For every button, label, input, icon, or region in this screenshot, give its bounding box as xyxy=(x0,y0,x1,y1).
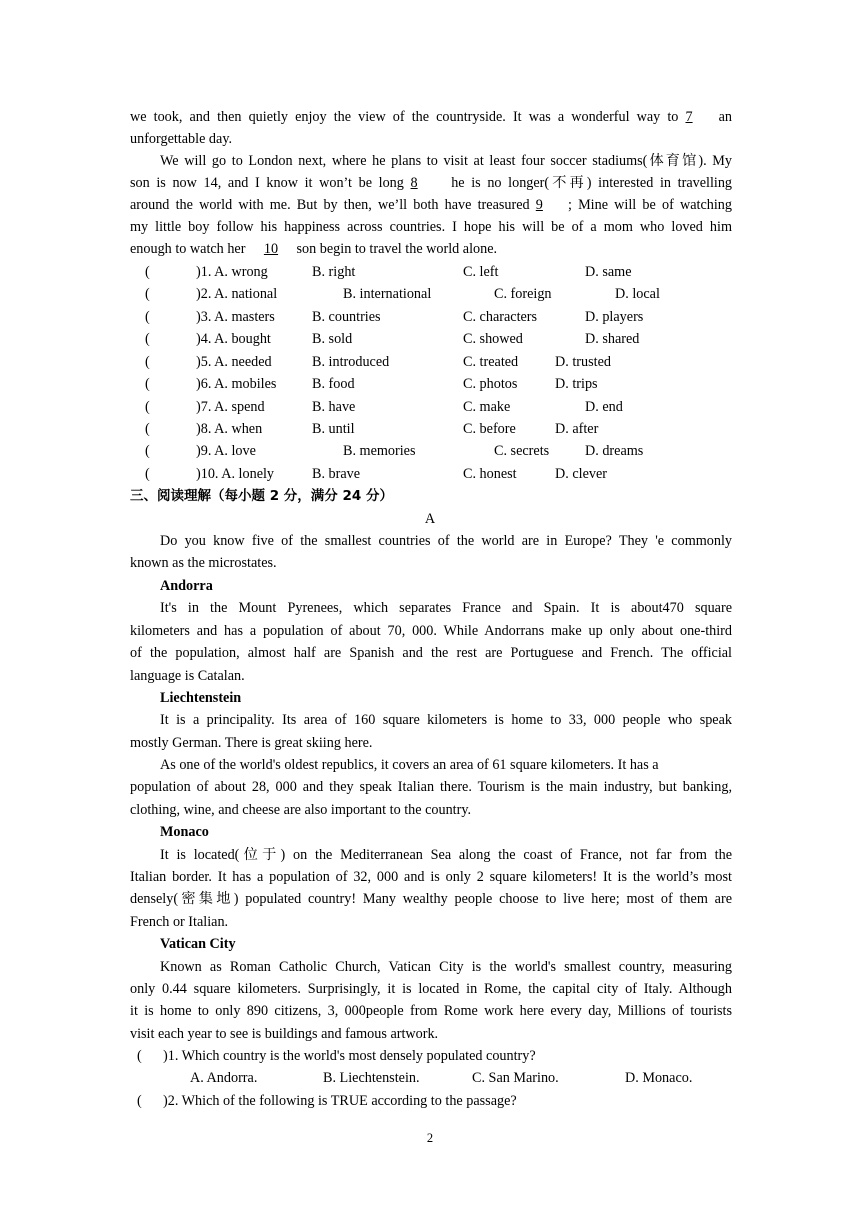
option-c: C. treated xyxy=(463,354,519,370)
answer-paren[interactable]: ( xyxy=(145,399,150,415)
option-c: C. honest xyxy=(463,466,517,482)
option-d: D. shared xyxy=(585,331,640,347)
question-1[interactable]: ( )1. Which country is the world's most densely populated country? xyxy=(137,1048,536,1064)
passage-line: it is home to only 890 citizens, 3, 000people from Rome work here every day, Millions of tourists xyxy=(130,1003,732,1019)
passage-label: A xyxy=(424,511,436,527)
option-a: )10. A. lonely xyxy=(196,466,275,482)
option-d: D. trusted xyxy=(555,354,611,370)
option-b: B. memories xyxy=(343,443,416,459)
passage-line: French or Italian. xyxy=(130,914,229,930)
passage-line: As one of the world's oldest republics, it covers an area of 61 square kilometers. It has a xyxy=(160,757,659,773)
option-b: B. food xyxy=(312,376,355,392)
passage-line: Italian border. It has a population of 32, 000 and is only 2 square kilometers! It is the world’s most xyxy=(130,869,732,885)
text: son begin to travel the world alone. xyxy=(296,241,498,257)
answer-paren[interactable]: ( xyxy=(145,443,150,459)
q1-option-a: A. Andorra. xyxy=(190,1070,258,1086)
option-a: )1. A. wrong xyxy=(196,264,268,280)
text: enough to watch her xyxy=(130,241,246,257)
answer-paren[interactable]: ( xyxy=(145,466,150,482)
option-a: )3. A. masters xyxy=(196,309,275,325)
passage-line: mostly German. There is great skiing here. xyxy=(130,735,373,751)
cloze-line: my little boy follow his happiness across countries. I hope his will be of a mom who loved him xyxy=(130,219,732,235)
subheading-andorra: Andorra xyxy=(160,578,213,594)
option-b: B. introduced xyxy=(312,354,390,370)
q1-option-b: B. Liechtenstein. xyxy=(323,1070,420,1086)
option-a: )7. A. spend xyxy=(196,399,265,415)
passage-line: language is Catalan. xyxy=(130,668,245,684)
option-d: D. local xyxy=(615,286,660,302)
option-a: )9. A. love xyxy=(196,443,256,459)
cloze-line xyxy=(130,238,732,260)
cloze-line xyxy=(130,194,732,216)
option-b: B. sold xyxy=(312,331,353,347)
cloze-line: We will go to London next, where he plans to visit at least four soccer stadiums(体育馆). My xyxy=(160,153,732,169)
passage-line: visit each year to see is buildings and famous artwork. xyxy=(130,1026,439,1042)
passage-line: Do you know five of the smallest countries of the world are in Europe? They 'e commonly xyxy=(160,533,732,549)
answer-paren[interactable]: ( xyxy=(145,421,150,437)
option-b: B. have xyxy=(312,399,356,415)
text: around the world with me. But by then, we’ll both have treasured xyxy=(130,197,530,213)
option-c: C. make xyxy=(463,399,511,415)
cloze-line xyxy=(130,172,732,194)
answer-paren[interactable]: ( xyxy=(145,331,150,347)
option-d: D. trips xyxy=(555,376,598,392)
passage-line: clothing, wine, and cheese are also important to the country. xyxy=(130,802,472,818)
option-d: D. clever xyxy=(555,466,607,482)
blank-10: 10 xyxy=(263,241,279,257)
text: ; Mine will be of watching xyxy=(567,197,732,213)
passage-line: It's in the Mount Pyrenees, which separates France and Spain. It is about470 square xyxy=(160,600,732,616)
subheading-monaco: Monaco xyxy=(160,824,209,840)
passage-line: kilometers and has a population of about 70, 000. While Andorrans make up only about one-third xyxy=(130,623,732,639)
answer-paren[interactable]: ( xyxy=(145,376,150,392)
blank-8: 8 xyxy=(410,175,418,191)
option-d: D. same xyxy=(585,264,632,280)
option-b: B. right xyxy=(312,264,356,280)
answer-paren[interactable]: ( xyxy=(145,264,150,280)
q1-option-d: D. Monaco. xyxy=(625,1070,693,1086)
passage-line: known as the microstates. xyxy=(130,555,277,571)
option-a: )2. A. national xyxy=(196,286,278,302)
answer-paren[interactable]: ( xyxy=(145,286,150,302)
passage-line: Known as Roman Catholic Church, Vatican City is the world's smallest country, measuring xyxy=(160,959,732,975)
option-c: C. characters xyxy=(463,309,538,325)
cloze-line: unforgettable day. xyxy=(130,131,233,147)
blank-9: 9 xyxy=(535,197,543,213)
option-a: )5. A. needed xyxy=(196,354,272,370)
text: he is no longer(不再) interested in travelling xyxy=(451,175,733,191)
question-2[interactable]: ( )2. Which of the following is TRUE according to the passage? xyxy=(137,1093,517,1109)
q1-option-c: C. San Marino. xyxy=(472,1070,559,1086)
text: an xyxy=(718,109,732,125)
option-a: )4. A. bought xyxy=(196,331,271,347)
option-c: C. before xyxy=(463,421,516,437)
passage-line: densely(密集地) populated country! Many wealthy people choose to live here; most of them are xyxy=(130,891,732,907)
passage-line: only 0.44 square kilometers. Surprisingly, it is located in Rome, the capital city of Italy. Although xyxy=(130,981,732,997)
passage-line: population of about 28, 000 and they speak Italian there. Tourism is the main industry, but banking, xyxy=(130,779,732,795)
option-c: C. foreign xyxy=(494,286,552,302)
option-a: )8. A. when xyxy=(196,421,263,437)
option-c: C. left xyxy=(463,264,499,280)
cloze-line xyxy=(130,106,732,128)
subheading-liechtenstein: Liechtenstein xyxy=(160,690,242,706)
option-d: D. dreams xyxy=(585,443,644,459)
option-c: C. photos xyxy=(463,376,518,392)
option-d: D. end xyxy=(585,399,623,415)
subheading-vatican: Vatican City xyxy=(160,936,236,952)
option-b: B. international xyxy=(343,286,432,302)
option-d: D. after xyxy=(555,421,599,437)
option-c: C. secrets xyxy=(494,443,550,459)
text: son is now 14, and I know it won’t be long xyxy=(130,175,404,191)
answer-paren[interactable]: ( xyxy=(145,354,150,370)
option-b: B. brave xyxy=(312,466,361,482)
option-c: C. showed xyxy=(463,331,523,347)
section-heading: 三、阅读理解（每小题 2 分，满分 24 分） xyxy=(130,488,393,504)
option-b: B. countries xyxy=(312,309,381,325)
text: we took, and then quietly enjoy the view of the countryside. It was a wonderful way to xyxy=(130,109,679,125)
option-b: B. until xyxy=(312,421,355,437)
page-number: 2 xyxy=(426,1131,434,1145)
option-a: )6. A. mobiles xyxy=(196,376,277,392)
passage-line: It is located(位于) on the Mediterranean Sea along the coast of France, not far from the xyxy=(160,847,732,863)
passage-line: It is a principality. Its area of 160 square kilometers is home to 33, 000 people who speak xyxy=(160,712,732,728)
answer-paren[interactable]: ( xyxy=(145,309,150,325)
option-d: D. players xyxy=(585,309,644,325)
passage-line: of the population, almost half are Spanish and the rest are Portuguese and French. The official xyxy=(130,645,732,661)
blank-7: 7 xyxy=(685,109,693,125)
